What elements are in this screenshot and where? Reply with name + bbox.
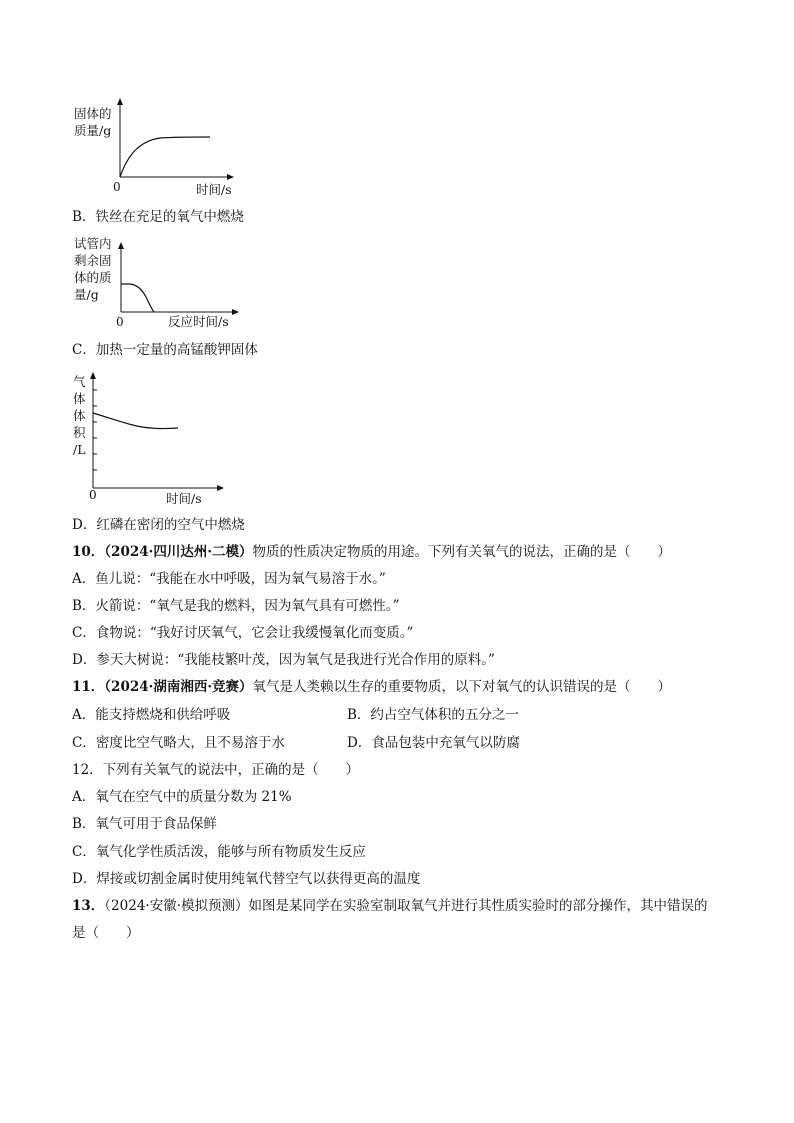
question-12-option-b: B．氧气可用于食品保鲜 [72, 816, 217, 832]
question-source: （2024·安徽·模拟预测） [104, 898, 249, 914]
curve [120, 137, 210, 177]
question-source: （2024·湖南湘西·竞赛） [104, 679, 253, 695]
question-11-option-c: C．密度比空气略大，且不易溶于水 [72, 735, 285, 751]
question-text: 氧气是人类赖以生存的重要物质，以下对氧气的认识错误的是（ ） [252, 679, 672, 695]
y-axis-label: 剩余固 [74, 253, 112, 268]
question-12-option-a: A．氧气在空气中的质量分数为 21% [72, 789, 292, 805]
question-12-option-d: D．焊接或切割金属时使用纯氧代替空气以获得更高的温度 [72, 871, 421, 887]
question-10-option-d: D．参天大树说：“我能枝繁叶茂，因为氧气是我进行光合作用的原料。” [72, 652, 495, 668]
question-10-stem [72, 543, 671, 561]
y-axis-arrow [117, 98, 123, 105]
question-11-stem [72, 678, 671, 696]
x-axis-label: 反应时间/s [168, 314, 229, 329]
y-axis-label: 量/g [74, 287, 99, 302]
question-number: 13． [72, 898, 105, 914]
question-12-stem: 12．下列有关氧气的说法中，正确的是（ ） [72, 762, 360, 778]
option-d-label: D．红磷在密闭的空气中燃烧 [72, 517, 245, 533]
question-13-stem-continued: 是（ ） [72, 925, 140, 941]
question-13-stem [72, 897, 708, 915]
question-text: 如图是某同学在实验室制取氧气并进行其性质实验时的部分操作，其中错误的 [248, 898, 708, 914]
question-11-option-a: A．能支持燃烧和供给呼吸 [72, 707, 231, 723]
graph-gas-volume [70, 368, 240, 508]
y-axis-label: 固体的 [74, 106, 112, 121]
origin-label: 0 [89, 488, 97, 502]
y-axis-label: 体的质 [74, 270, 112, 285]
y-axis-label: 质量/g [74, 123, 112, 138]
x-axis-arrow [217, 485, 224, 491]
y-axis-label: 积 [73, 425, 86, 440]
y-axis-label: 体 [73, 391, 86, 406]
graph-residual-solid-mass [70, 234, 250, 332]
x-axis-label: 时间/s [166, 491, 202, 506]
question-number: 11． [72, 679, 105, 695]
question-text: 物质的性质决定物质的用途。下列有关氧气的说法，正确的是（ ） [252, 544, 672, 560]
y-axis-label: /L [73, 442, 86, 457]
curve [121, 284, 154, 312]
question-number: 10． [72, 544, 105, 560]
question-12-option-c: C．氧气化学性质活泼，能够与所有物质发生反应 [72, 844, 366, 860]
question-11-option-d: D．食品包装中充氧气以防腐 [347, 735, 520, 751]
y-axis-arrow [90, 372, 96, 379]
origin-label: 0 [116, 315, 124, 329]
question-10-option-b: B．火箭说：“氧气是我的燃料，因为氧气具有可燃性。” [72, 598, 400, 614]
question-10-option-a: A．鱼儿说：“我能在水中呼吸，因为氧气易溶于水。” [72, 571, 386, 587]
y-axis-label: 试管内 [74, 236, 112, 251]
curve [93, 413, 178, 429]
x-axis-label: 时间/s [196, 182, 232, 196]
option-b-label: B．铁丝在充足的氧气中燃烧 [72, 209, 244, 225]
y-axis-arrow [118, 242, 124, 249]
x-axis-arrow [232, 309, 239, 315]
graph-solid-mass [70, 96, 240, 196]
origin-label: 0 [113, 180, 121, 194]
y-axis-label: 体 [73, 408, 86, 423]
question-11-option-b: B．约占空气体积的五分之一 [347, 707, 519, 723]
question-source: （2024·四川达州·二模） [104, 544, 253, 560]
y-axis-label: 气 [73, 374, 86, 389]
y-ticks [93, 390, 97, 470]
x-axis-arrow [227, 174, 234, 180]
question-10-option-c: C．食物说：“我好讨厌氧气，它会让我缓慢氧化而变质。” [72, 625, 414, 641]
option-c-label: C．加热一定量的高锰酸钾固体 [72, 342, 258, 358]
